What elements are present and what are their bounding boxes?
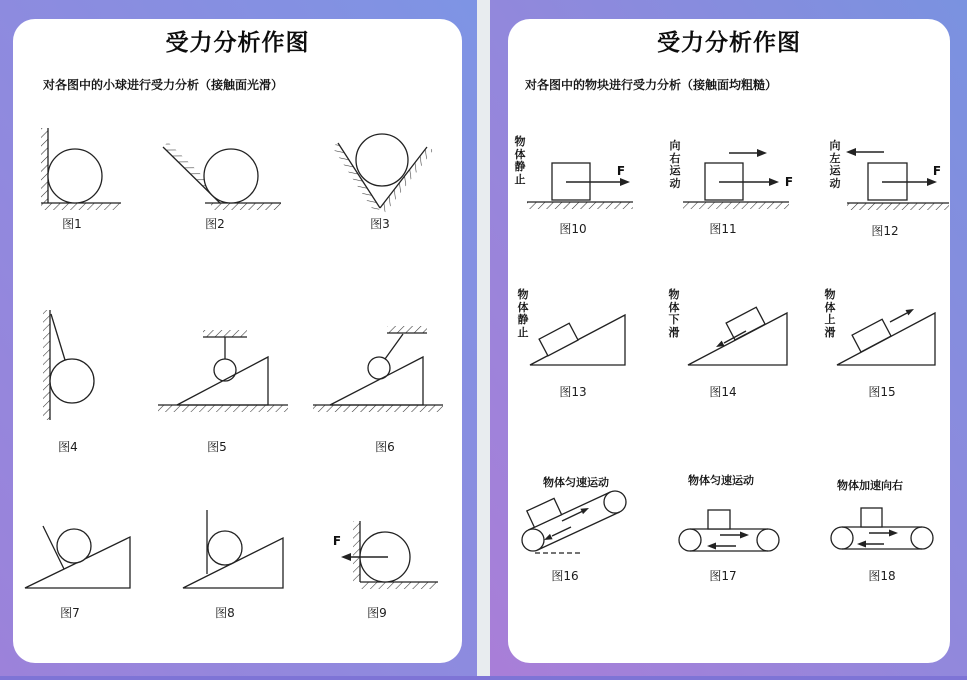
fig3-caption: 图3 — [370, 217, 390, 231]
fig8-caption: 图8 — [215, 606, 235, 620]
fig18-top-label: 物体加速向右 — [837, 479, 903, 492]
left-page-subtitle: 对各图中的小球进行受力分析（接触面光滑） — [43, 78, 284, 92]
left-page-title: 受力分析作图 — [165, 30, 310, 56]
bottom-edge-strip — [0, 676, 967, 680]
fig17-caption: 图17 — [709, 569, 737, 583]
page-right-background — [490, 0, 967, 680]
fig11-side-label: 向右运动 — [669, 139, 681, 190]
fig13-caption: 图13 — [559, 385, 587, 399]
right-page-subtitle: 对各图中的物块进行受力分析（接触面均粗糙） — [525, 78, 778, 92]
fig16-caption: 图16 — [551, 569, 579, 583]
fig12-caption: 图12 — [871, 224, 899, 238]
fig10-force-label: F — [616, 164, 626, 178]
fig2-caption: 图2 — [205, 217, 225, 231]
fig11-caption: 图11 — [709, 222, 737, 236]
fig4-caption: 图4 — [58, 440, 78, 454]
fig9-force-label: F — [332, 534, 342, 548]
fig11-force-label: F — [784, 175, 794, 189]
page-left-card — [13, 19, 462, 663]
fig15-caption: 图15 — [868, 385, 896, 399]
fig17-top-label: 物体匀速运动 — [688, 474, 754, 487]
fig10-side-label: 物体静止 — [514, 135, 526, 186]
fig14-side-label: 物体下滑 — [668, 288, 680, 339]
fig14-caption: 图14 — [709, 385, 737, 399]
fig1-caption: 图1 — [62, 217, 82, 231]
fig12-force-label: F — [932, 164, 942, 178]
right-page-title: 受力分析作图 — [657, 30, 801, 56]
page-gap — [477, 0, 490, 680]
fig18-caption: 图18 — [868, 569, 896, 583]
fig10-caption: 图10 — [559, 222, 587, 236]
page-left-background — [0, 0, 477, 680]
fig12-side-label: 向左运动 — [829, 139, 841, 190]
fig5-caption: 图5 — [207, 440, 227, 454]
page-right-card — [508, 19, 950, 663]
fig13-side-label: 物体静止 — [517, 288, 529, 339]
fig6-caption: 图6 — [375, 440, 395, 454]
fig16-top-label: 物体匀速运动 — [543, 476, 609, 489]
fig7-caption: 图7 — [60, 606, 80, 620]
fig9-caption: 图9 — [367, 606, 387, 620]
fig15-side-label: 物体上滑 — [824, 288, 836, 339]
